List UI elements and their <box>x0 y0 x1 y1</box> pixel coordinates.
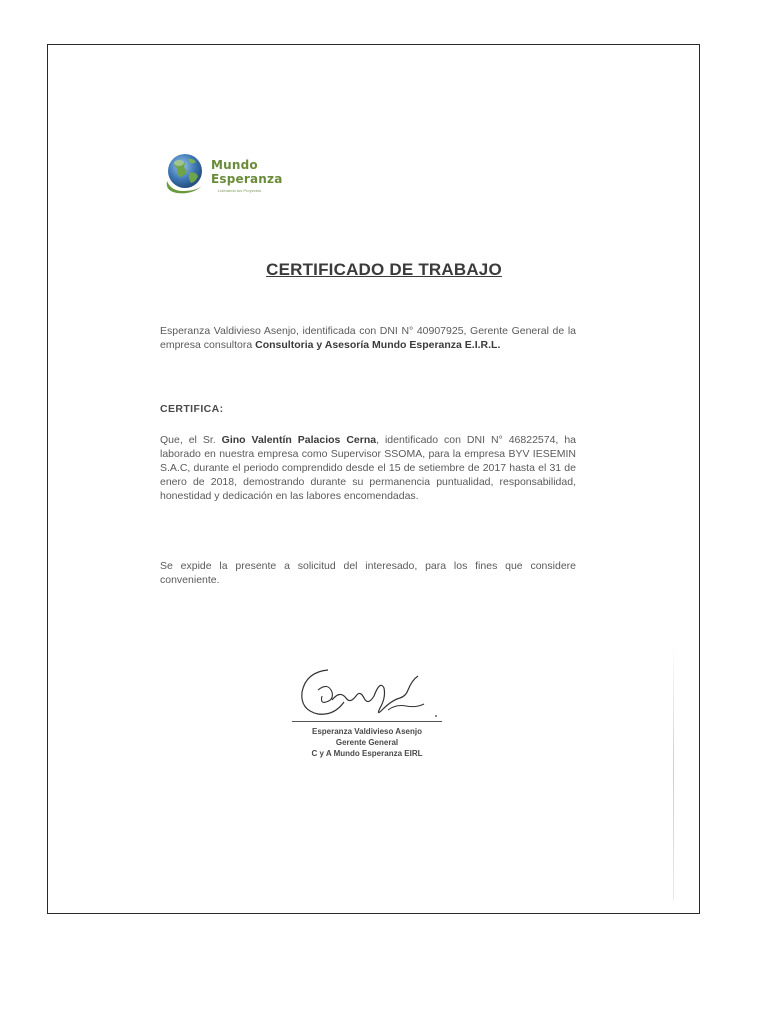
signer-company: C y A Mundo Esperanza EIRL <box>311 749 423 758</box>
certifica-heading: CERTIFICA: <box>160 403 224 415</box>
company-logo <box>163 150 323 200</box>
signature-line <box>292 721 442 722</box>
signer-name: Esperanza Valdivieso Asenjo <box>312 727 422 736</box>
para1-body: , identificado con DNI N° 46822574, ha laborado en nuestra empresa como Supervisor SSOMA, para la empresa BYV IESEMIN S.A.C, durante el periodo comprendido desde el 15 de setiembre de 2017 hasta el 31 de enero de 2018, demostrando durante su permanencia puntualidad, responsabilidad, honestidad y dedicación en las labores encomendadas. <box>160 434 576 502</box>
document-title: CERTIFICADO DE TRABAJO <box>266 260 502 279</box>
intro-paragraph <box>160 324 576 352</box>
intro-company: Consultoria y Asesoría Mundo Esperanza E.I.R.L. <box>255 339 501 351</box>
signer-role: Gerente General <box>335 738 399 747</box>
globe-icon <box>163 151 207 195</box>
logo-word-esperanza: Esperanza <box>211 172 283 186</box>
para1-prefix: Que, el Sr. <box>160 434 222 446</box>
employee-name: Gino Valentín Palacios Cerna <box>221 434 377 446</box>
handwritten-signature <box>288 660 448 724</box>
logo-tagline: Liderando tus Proyectos <box>218 188 262 193</box>
logo-word-mundo: Mundo <box>211 158 258 172</box>
intro-text: Esperanza Valdivieso Asenjo, identificada con DNI N° 40907925, Gerente General de la empresa consultora <box>160 325 576 351</box>
scan-edge-shadow <box>673 640 674 900</box>
closing-paragraph: Se expide la presente a solicitud del interesado, para los fines que considere conveniente. <box>160 560 576 586</box>
certification-paragraph <box>160 433 576 503</box>
